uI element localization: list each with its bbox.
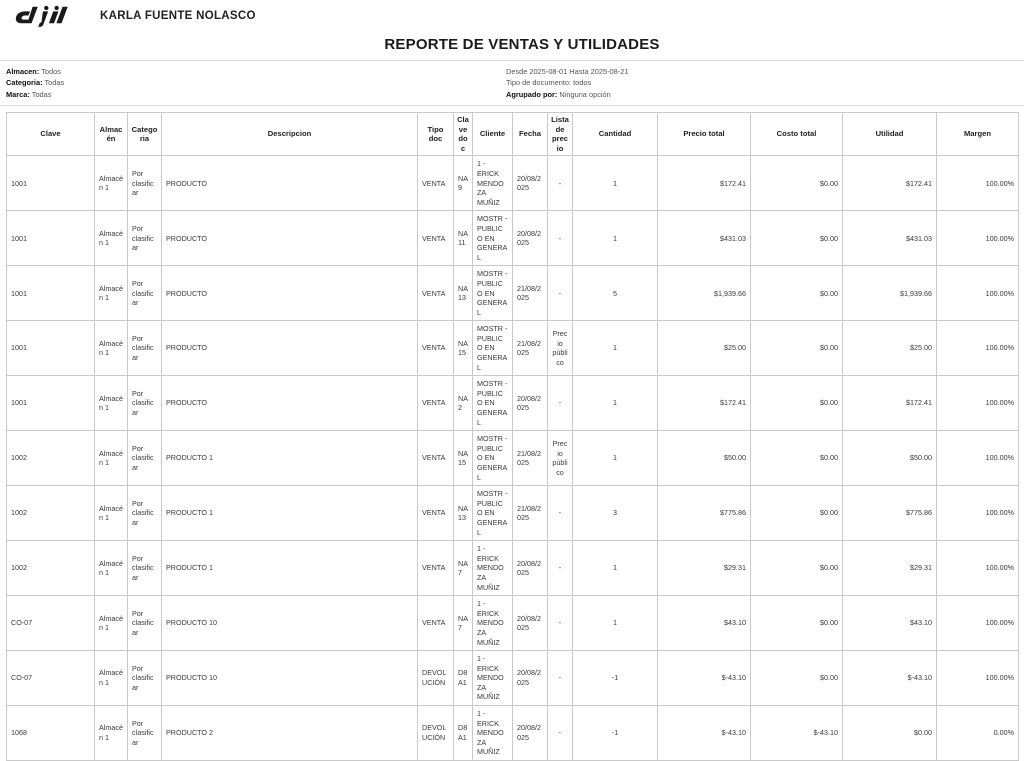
cell-cantidad: 1 xyxy=(573,376,658,431)
column-header-tipo-doc[interactable]: Tipo doc xyxy=(418,113,454,156)
cell-lista-precio: - xyxy=(548,211,573,266)
cell-fecha: 21/08/2025 xyxy=(513,486,548,541)
cell-descripcion: PRODUCTO 10 xyxy=(162,651,418,706)
cell-descripcion: PRODUCTO xyxy=(162,156,418,211)
cell-descripcion: PRODUCTO 1 xyxy=(162,541,418,596)
column-header-margen[interactable]: Margen xyxy=(937,113,1019,156)
column-header-clave[interactable]: Clave xyxy=(7,113,95,156)
cell-cantidad: 1 xyxy=(573,156,658,211)
cell-costo-total: $0.00 xyxy=(751,376,843,431)
cell-categoria: Por clasificar xyxy=(128,486,162,541)
cell-costo-total: $-43.10 xyxy=(751,706,843,761)
table-row[interactable] xyxy=(7,486,1019,541)
cell-fecha: 20/08/2025 xyxy=(513,156,548,211)
column-header-lista-precio[interactable]: Lista de precio xyxy=(548,113,573,156)
cell-lista-precio: Precio público xyxy=(548,431,573,486)
cell-cliente: 1 - ERICK MENDOZA MUÑIZ xyxy=(473,541,513,596)
cell-precio-total: $-43.10 xyxy=(658,706,751,761)
cell-categoria: Por clasificar xyxy=(128,376,162,431)
cell-categoria: Por clasificar xyxy=(128,156,162,211)
cell-precio-total: $172.41 xyxy=(658,156,751,211)
cell-almacen: Almacén 1 xyxy=(95,541,128,596)
brand-bar xyxy=(0,0,1024,32)
cell-utilidad: $-43.10 xyxy=(843,651,937,706)
table-body xyxy=(7,156,1019,761)
cell-clave: 1001 xyxy=(7,156,95,211)
cell-cliente: 1 - ERICK MENDOZA MUÑIZ xyxy=(473,706,513,761)
cell-utilidad: $1,939.66 xyxy=(843,266,937,321)
cell-categoria: Por clasificar xyxy=(128,321,162,376)
cell-tipo-doc: VENTA xyxy=(418,321,454,376)
cell-fecha: 21/08/2025 xyxy=(513,431,548,486)
cell-fecha: 20/08/2025 xyxy=(513,651,548,706)
filter-almacen-label: Almacen: xyxy=(6,66,40,76)
cell-descripcion: PRODUCTO xyxy=(162,321,418,376)
dji-logo-icon xyxy=(14,5,76,27)
filter-date-range xyxy=(506,66,1016,78)
cell-costo-total: $0.00 xyxy=(751,266,843,321)
cell-clave: CO-07 xyxy=(7,651,95,706)
cell-precio-total: $25.00 xyxy=(658,321,751,376)
cell-clave-doc: D8A1 xyxy=(454,706,473,761)
filter-agrupado-por-value: Ninguna opción xyxy=(559,89,611,99)
cell-clave-doc: NA13 xyxy=(454,486,473,541)
cell-tipo-doc: VENTA xyxy=(418,376,454,431)
cell-utilidad: $775.86 xyxy=(843,486,937,541)
cell-almacen: Almacén 1 xyxy=(95,156,128,211)
cell-almacen: Almacén 1 xyxy=(95,431,128,486)
cell-margen: 100.00% xyxy=(937,431,1019,486)
cell-cantidad: -1 xyxy=(573,651,658,706)
cell-utilidad: $43.10 xyxy=(843,596,937,651)
cell-precio-total: $172.41 xyxy=(658,376,751,431)
table-row[interactable] xyxy=(7,706,1019,761)
cell-almacen: Almacén 1 xyxy=(95,706,128,761)
cell-cantidad: 3 xyxy=(573,486,658,541)
page-title: REPORTE DE VENTAS Y UTILIDADES xyxy=(384,35,660,53)
cell-tipo-doc: VENTA xyxy=(418,431,454,486)
cell-categoria: Por clasificar xyxy=(128,211,162,266)
cell-clave: 1002 xyxy=(7,486,95,541)
cell-margen: 100.00% xyxy=(937,211,1019,266)
cell-margen: 100.00% xyxy=(937,596,1019,651)
cell-costo-total: $0.00 xyxy=(751,431,843,486)
cell-margen: 100.00% xyxy=(937,376,1019,431)
cell-clave-doc: NA15 xyxy=(454,431,473,486)
filter-marca-label: Marca: xyxy=(6,89,30,99)
cell-clave-doc: NA11 xyxy=(454,211,473,266)
cell-utilidad: $50.00 xyxy=(843,431,937,486)
filter-agrupado-por-label: Agrupado por: xyxy=(506,89,558,99)
cell-margen: 100.00% xyxy=(937,486,1019,541)
table-row[interactable] xyxy=(7,651,1019,706)
cell-cliente: MOSTR - PUBLICO EN GENERAL xyxy=(473,266,513,321)
column-header-cliente[interactable]: Cliente xyxy=(473,113,513,156)
cell-lista-precio: - xyxy=(548,486,573,541)
cell-cliente: 1 - ERICK MENDOZA MUÑIZ xyxy=(473,596,513,651)
cell-tipo-doc: DEVOLUCIÓN xyxy=(418,706,454,761)
cell-lista-precio: - xyxy=(548,376,573,431)
cell-fecha: 20/08/2025 xyxy=(513,211,548,266)
table-row[interactable] xyxy=(7,596,1019,651)
cell-fecha: 20/08/2025 xyxy=(513,541,548,596)
cell-cantidad: 1 xyxy=(573,211,658,266)
column-header-descripcion[interactable]: Descripcion xyxy=(162,113,418,156)
column-header-utilidad[interactable]: Utilidad xyxy=(843,113,937,156)
cell-descripcion: PRODUCTO 1 xyxy=(162,431,418,486)
cell-categoria: Por clasificar xyxy=(128,706,162,761)
cell-almacen: Almacén 1 xyxy=(95,211,128,266)
cell-precio-total: $43.10 xyxy=(658,596,751,651)
cell-descripcion: PRODUCTO xyxy=(162,266,418,321)
table-row[interactable] xyxy=(7,431,1019,486)
filter-categoria-label: Categoria: xyxy=(6,78,43,88)
cell-margen: 0.00% xyxy=(937,706,1019,761)
table-row[interactable] xyxy=(7,321,1019,376)
filter-summary xyxy=(0,60,1024,106)
cell-fecha: 20/08/2025 xyxy=(513,706,548,761)
cell-clave-doc: NA2 xyxy=(454,376,473,431)
cell-lista-precio: - xyxy=(548,156,573,211)
cell-tipo-doc: VENTA xyxy=(418,596,454,651)
cell-utilidad: $29.31 xyxy=(843,541,937,596)
table-header-row xyxy=(7,113,1019,156)
cell-tipo-doc: DEVOLUCIÓN xyxy=(418,651,454,706)
filter-agrupado-por xyxy=(506,89,1016,101)
filter-group-left xyxy=(6,66,506,101)
cell-margen: 100.00% xyxy=(937,651,1019,706)
column-header-precio-total[interactable]: Precio total xyxy=(658,113,751,156)
cell-descripcion: PRODUCTO xyxy=(162,376,418,431)
cell-tipo-doc: VENTA xyxy=(418,541,454,596)
cell-categoria: Por clasificar xyxy=(128,541,162,596)
account-name: KARLA FUENTE NOLASCO xyxy=(100,10,256,22)
cell-descripcion: PRODUCTO xyxy=(162,211,418,266)
cell-precio-total: $29.31 xyxy=(658,541,751,596)
table-row[interactable] xyxy=(7,376,1019,431)
column-header-clave-doc[interactable]: Clave doc xyxy=(454,113,473,156)
cell-costo-total: $0.00 xyxy=(751,211,843,266)
cell-cliente: MOSTR - PUBLICO EN GENERAL xyxy=(473,486,513,541)
cell-cantidad: 5 xyxy=(573,266,658,321)
cell-utilidad: $431.03 xyxy=(843,211,937,266)
cell-clave: 1001 xyxy=(7,321,95,376)
cell-utilidad: $172.41 xyxy=(843,156,937,211)
cell-cantidad: 1 xyxy=(573,321,658,376)
cell-costo-total: $0.00 xyxy=(751,156,843,211)
cell-almacen: Almacén 1 xyxy=(95,651,128,706)
cell-cantidad: 1 xyxy=(573,596,658,651)
cell-clave: 1001 xyxy=(7,266,95,321)
title-row xyxy=(0,32,1024,56)
cell-fecha: 21/08/2025 xyxy=(513,266,548,321)
cell-cliente: MOSTR - PUBLICO EN GENERAL xyxy=(473,431,513,486)
cell-descripcion: PRODUCTO 1 xyxy=(162,486,418,541)
cell-tipo-doc: VENTA xyxy=(418,211,454,266)
filter-date-range-value: Desde 2025-08-01 Hasta 2025-08-21 xyxy=(506,66,629,76)
cell-clave: 1068 xyxy=(7,706,95,761)
cell-clave: 1002 xyxy=(7,431,95,486)
cell-descripcion: PRODUCTO 10 xyxy=(162,596,418,651)
cell-cantidad: -1 xyxy=(573,706,658,761)
cell-descripcion: PRODUCTO 2 xyxy=(162,706,418,761)
cell-tipo-doc: VENTA xyxy=(418,266,454,321)
cell-categoria: Por clasificar xyxy=(128,596,162,651)
cell-precio-total: $775.86 xyxy=(658,486,751,541)
column-header-costo-total[interactable]: Costo total xyxy=(751,113,843,156)
cell-costo-total: $0.00 xyxy=(751,651,843,706)
table-row[interactable] xyxy=(7,541,1019,596)
cell-lista-precio: - xyxy=(548,266,573,321)
cell-lista-precio: Precio público xyxy=(548,321,573,376)
cell-utilidad: $172.41 xyxy=(843,376,937,431)
cell-margen: 100.00% xyxy=(937,321,1019,376)
table-row[interactable] xyxy=(7,266,1019,321)
column-header-almacen[interactable]: Almacén xyxy=(95,113,128,156)
cell-precio-total: $-43.10 xyxy=(658,651,751,706)
table-row[interactable] xyxy=(7,156,1019,211)
cell-costo-total: $0.00 xyxy=(751,486,843,541)
cell-categoria: Por clasificar xyxy=(128,266,162,321)
filter-almacen-value: Todos xyxy=(41,66,61,76)
cell-costo-total: $0.00 xyxy=(751,596,843,651)
cell-margen: 100.00% xyxy=(937,541,1019,596)
cell-margen: 100.00% xyxy=(937,156,1019,211)
cell-clave-doc: NA13 xyxy=(454,266,473,321)
cell-fecha: 21/08/2025 xyxy=(513,321,548,376)
column-header-cantidad[interactable]: Cantidad xyxy=(573,113,658,156)
cell-cliente: MOSTR - PUBLICO EN GENERAL xyxy=(473,321,513,376)
cell-lista-precio: - xyxy=(548,541,573,596)
table-row[interactable] xyxy=(7,211,1019,266)
filter-categoria-value: Todas xyxy=(44,78,65,88)
cell-categoria: Por clasificar xyxy=(128,431,162,486)
column-header-categoria[interactable]: Categoria xyxy=(128,113,162,156)
filter-marca xyxy=(6,89,506,101)
cell-cantidad: 1 xyxy=(573,431,658,486)
cell-tipo-doc: VENTA xyxy=(418,486,454,541)
cell-precio-total: $1,939.66 xyxy=(658,266,751,321)
cell-cantidad: 1 xyxy=(573,541,658,596)
cell-categoria: Por clasificar xyxy=(128,651,162,706)
cell-clave-doc: NA15 xyxy=(454,321,473,376)
cell-tipo-doc: VENTA xyxy=(418,156,454,211)
cell-lista-precio: - xyxy=(548,706,573,761)
cell-almacen: Almacén 1 xyxy=(95,596,128,651)
report-table-container xyxy=(0,112,1024,761)
filter-tipo-documento-value: Tipo de documento: todos xyxy=(506,78,592,88)
cell-clave: CO-07 xyxy=(7,596,95,651)
cell-clave-doc: NA9 xyxy=(454,156,473,211)
cell-clave: 1002 xyxy=(7,541,95,596)
filter-tipo-documento xyxy=(506,77,1016,89)
cell-almacen: Almacén 1 xyxy=(95,486,128,541)
table-header xyxy=(7,113,1019,156)
cell-clave: 1001 xyxy=(7,211,95,266)
cell-utilidad: $25.00 xyxy=(843,321,937,376)
cell-utilidad: $0.00 xyxy=(843,706,937,761)
cell-costo-total: $0.00 xyxy=(751,541,843,596)
cell-cliente: 1 - ERICK MENDOZA MUÑIZ xyxy=(473,651,513,706)
cell-cliente: MOSTR - PUBLICO EN GENERAL xyxy=(473,211,513,266)
cell-fecha: 20/08/2025 xyxy=(513,596,548,651)
cell-precio-total: $431.03 xyxy=(658,211,751,266)
cell-almacen: Almacén 1 xyxy=(95,321,128,376)
cell-clave-doc: NA7 xyxy=(454,541,473,596)
cell-clave-doc: NA7 xyxy=(454,596,473,651)
cell-almacen: Almacén 1 xyxy=(95,376,128,431)
filter-marca-value: Todas xyxy=(31,89,52,99)
cell-almacen: Almacén 1 xyxy=(95,266,128,321)
cell-lista-precio: - xyxy=(548,596,573,651)
cell-clave-doc: D8A1 xyxy=(454,651,473,706)
column-header-fecha[interactable]: Fecha xyxy=(513,113,548,156)
cell-clave: 1001 xyxy=(7,376,95,431)
cell-precio-total: $50.00 xyxy=(658,431,751,486)
cell-lista-precio: - xyxy=(548,651,573,706)
filter-categoria xyxy=(6,77,506,89)
cell-cliente: MOSTR - PUBLICO EN GENERAL xyxy=(473,376,513,431)
cell-fecha: 20/08/2025 xyxy=(513,376,548,431)
filter-almacen xyxy=(6,66,506,78)
sales-report-table xyxy=(6,112,1019,761)
cell-cliente: 1 - ERICK MENDOZA MUÑIZ xyxy=(473,156,513,211)
cell-costo-total: $0.00 xyxy=(751,321,843,376)
cell-margen: 100.00% xyxy=(937,266,1019,321)
filter-group-right xyxy=(506,66,1016,101)
